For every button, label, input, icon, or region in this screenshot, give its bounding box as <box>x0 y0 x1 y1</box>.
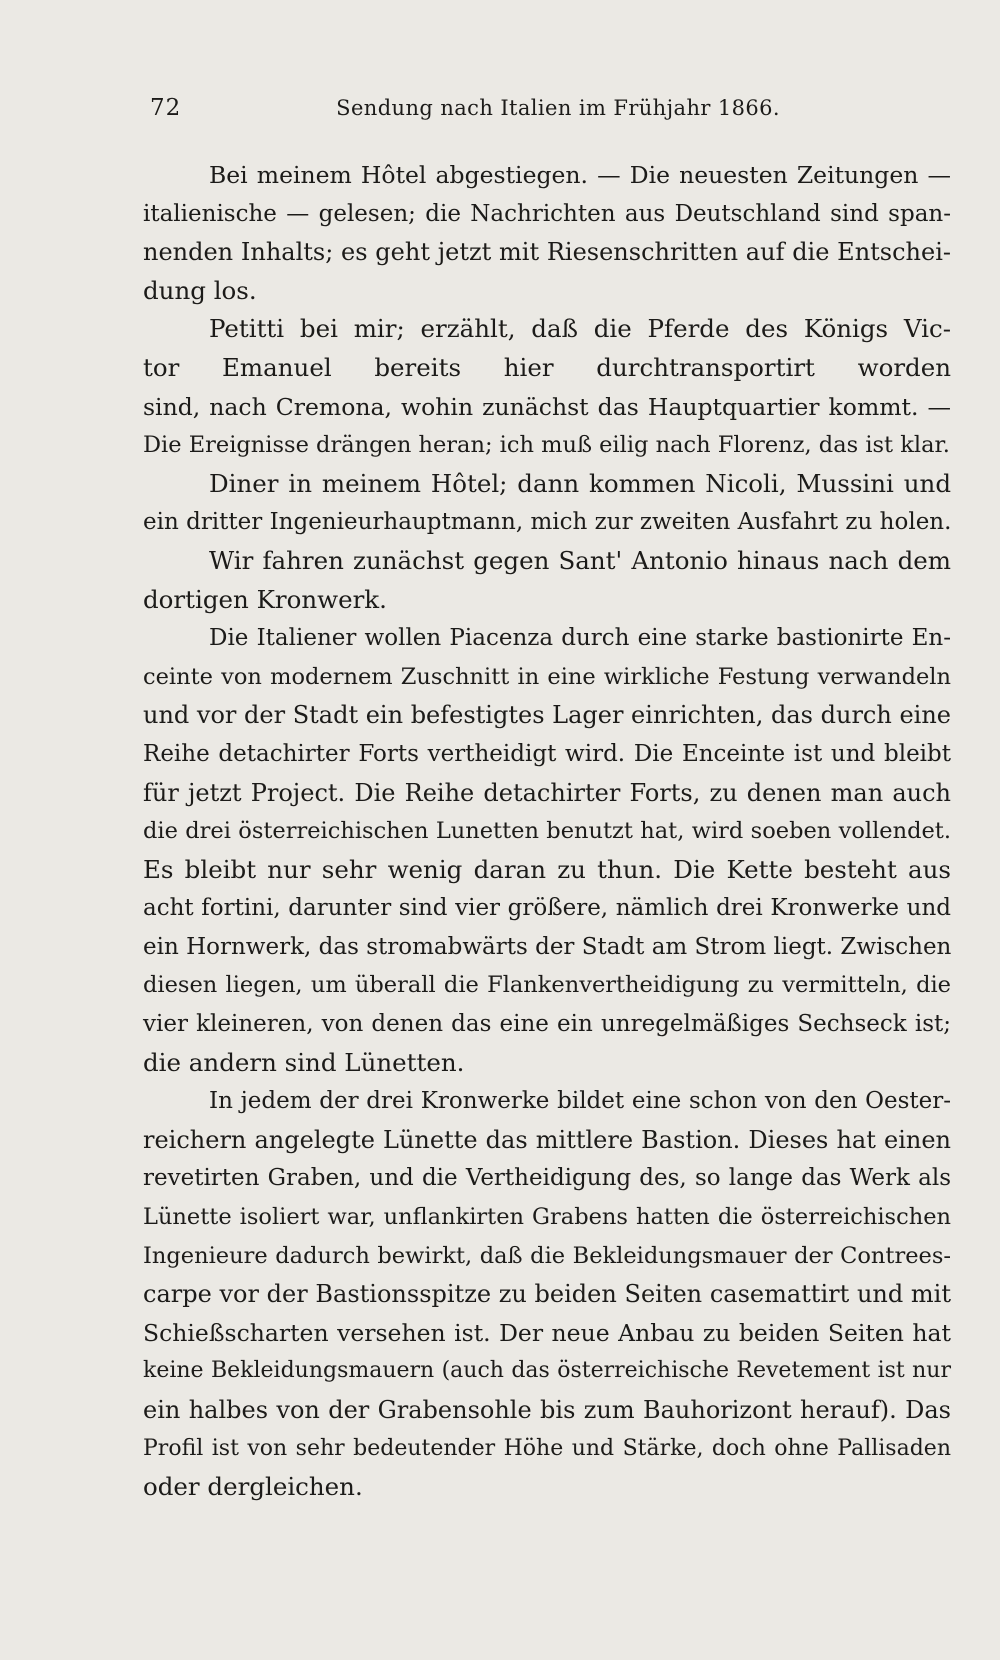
text-line: dortigen Kronwerk. <box>143 584 387 614</box>
text-line: vier kleineren, von denen das eine ein unregelmäßiges Sechseck ist; <box>143 1011 951 1038</box>
text-line: revetirten Graben, und die Vertheidigung des, so lange das Werk als <box>143 1165 951 1192</box>
text-line: Diner in meinem Hôtel; dann kommen Nicoli, Mussini und <box>209 468 951 498</box>
text-line: dung los. <box>143 275 257 305</box>
text-line: die andern sind Lünetten. <box>143 1047 465 1077</box>
text-line: Es bleibt nur sehr wenig daran zu thun. Die Kette besteht aus <box>143 854 951 884</box>
running-head: Sendung nach Italien im Frühjahr 1866. <box>336 96 780 120</box>
text-line: acht fortini, darunter sind vier größere, nämlich drei Kronwerke und <box>143 895 951 922</box>
text-line: ein Hornwerk, das stromabwärts der Stadt am Strom liegt. Zwischen <box>143 933 952 960</box>
text-line: Schießscharten versehen ist. Der neue Anbau zu beiden Seiten hat <box>143 1318 951 1347</box>
text-line: oder dergleichen. <box>143 1472 363 1502</box>
text-line: die drei österreichischen Lunetten benutzt hat, wird soeben vollendet. <box>143 818 951 845</box>
text-line: Petitti bei mir; erzählt, daß die Pferde des Königs Vic- <box>209 314 951 344</box>
text-line: Profil ist von sehr bedeutender Höhe und Stärke, doch ohne Pallisaden <box>143 1435 951 1461</box>
text-line: reichern angelegte Lünette das mittlere Bastion. Dieses hat einen <box>143 1125 951 1154</box>
body-text <box>143 156 951 1507</box>
text-line: carpe vor der Bastionsspitze zu beiden Seiten casemattirt und mit <box>143 1280 951 1309</box>
text-line: Lünette isoliert war, unflankirten Grabens hatten die österreichischen <box>143 1204 951 1231</box>
text-line: Ingenieure dadurch bewirkt, daß die Bekleidungsmauer der Contrees- <box>143 1242 951 1269</box>
text-line: sind, nach Cremona, wohin zunächst das Hauptquartier kommt. — <box>143 392 951 421</box>
text-line: und vor der Stadt ein befestigtes Lager einrichten, das durch eine <box>143 701 951 730</box>
text-line: nenden Inhalts; es geht jetzt mit Riesenschritten auf die Entschei- <box>143 238 951 267</box>
page-header <box>150 95 780 135</box>
text-line: Wir fahren zunächst gegen Sant' Antonio hinaus nach dem <box>209 545 951 575</box>
text-line: Die Italiener wollen Piacenza durch eine starke bastionirte En- <box>209 625 951 652</box>
text-line: diesen liegen, um überall die Flankenvertheidigung zu vermitteln, die <box>143 972 951 999</box>
text-line: keine Bekleidungsmauern (auch das österreichische Revetement ist nur <box>143 1358 951 1384</box>
text-line: ceinte von modernem Zuschnitt in eine wirkliche Festung verwandeln <box>143 663 951 690</box>
text-line: In jedem der drei Kronwerke bildet eine schon von den Oester- <box>209 1088 951 1115</box>
text-line: Die Ereignisse drängen heran; ich muß eilig nach Florenz, das ist klar. <box>143 432 950 459</box>
text-line: tor Emanuel bereits hier durchtransportirt worden <box>143 352 951 382</box>
text-line: ein halbes von der Grabensohle bis zum Bauhorizont herauf). Das <box>143 1396 951 1424</box>
text-line: Bei meinem Hôtel abgestiegen. — Die neuesten Zeitungen — <box>209 161 951 189</box>
page-number: 72 <box>150 95 182 121</box>
text-line: ein dritter Ingenieurhauptmann, mich zur zweiten Ausfahrt zu holen. <box>143 509 952 536</box>
text-line: italienische — gelesen; die Nachrichten aus Deutschland sind span- <box>143 200 951 227</box>
text-line: Reihe detachirter Forts vertheidigt wird. Die Enceinte ist und bleibt <box>143 740 951 767</box>
text-line: für jetzt Project. Die Reihe detachirter Forts, zu denen man auch <box>143 778 951 807</box>
